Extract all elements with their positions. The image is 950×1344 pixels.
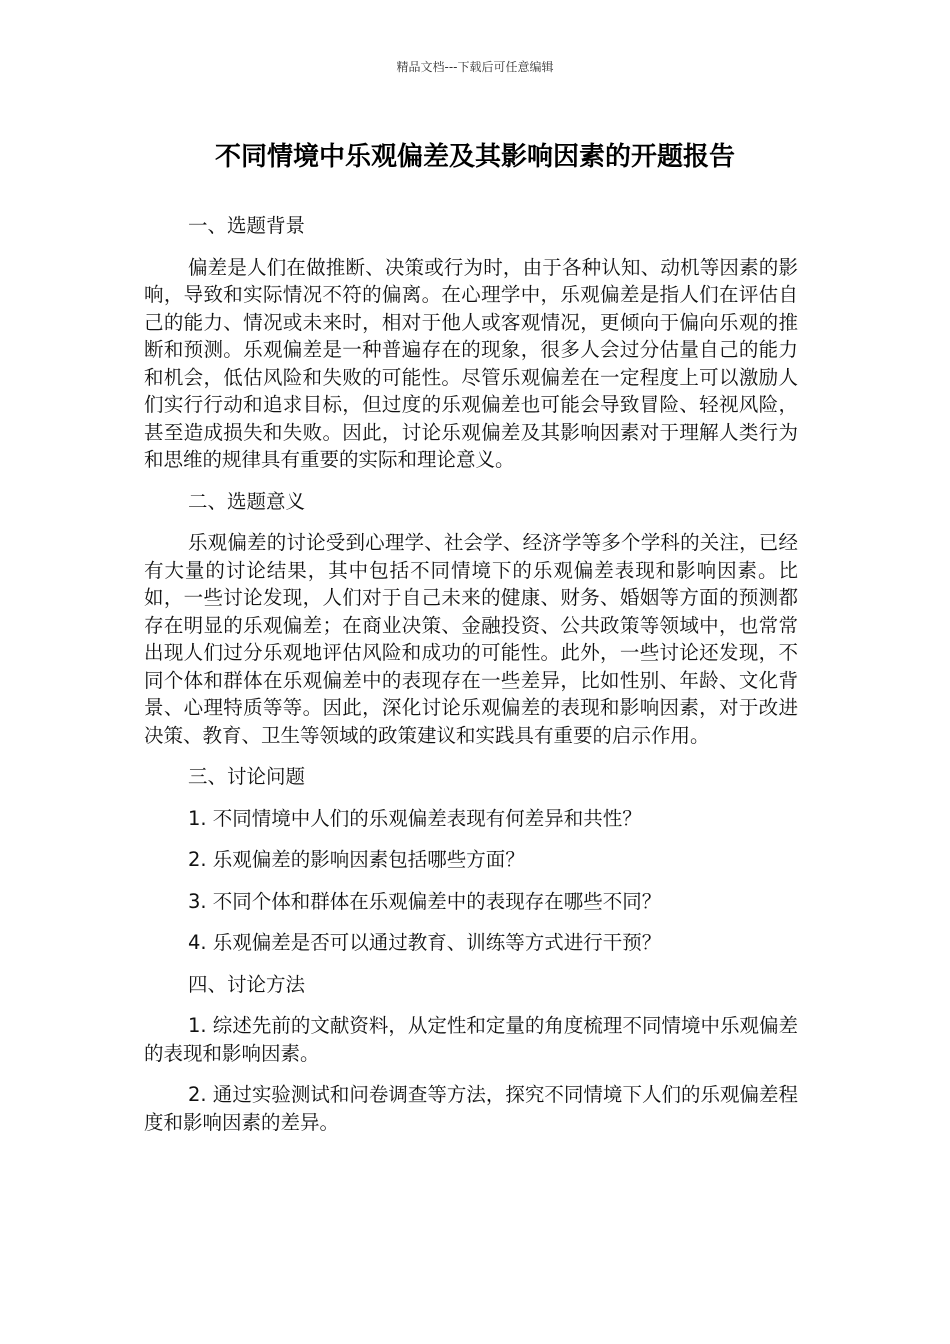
header-note: 精品文档---下载后可任意编辑 [396, 60, 554, 74]
question-item-3: 3. 不同个体和群体在乐观偏差中的表现存在哪些不同？ [188, 889, 662, 913]
document-title: 不同情境中乐观偏差及其影响因素的开题报告 [214, 142, 735, 172]
document-body [144, 212, 798, 1150]
section-heading-questions: 三、讨论问题 [188, 765, 306, 788]
method-item-1: 1. 综述先前的文献资料，从定性和定量的角度梳理不同情境中乐观偏差的表现和影响因素。 [144, 1014, 798, 1065]
section-heading-methods: 四、讨论方法 [188, 972, 306, 996]
question-item-1: 1. 不同情境中人们的乐观偏差表现有何差异和共性？ [188, 806, 642, 830]
paragraph-background: 偏差是人们在做推断、决策或行为时，由于各种认知、动机等因素的影响，导致和实际情况不符的偏离。在心理学中，乐观偏差是指人们在评估自己的能力、情况或未来时，相对于他人或客观情况，更倾向于偏向乐观的推断和预测。乐观偏差是一种普遍存在的现象，很多人会过分估量自己的能力和机会，低估风险和失败的可能性。尽管乐观偏差在一定程度上可以激励人们实行行动和追求目标，但过度的乐观偏差也可能会导致冒险、轻视风险，甚至造成损失和失败。因此，讨论乐观偏差及其影响因素对于理解人类行为和思维的规律具有重要的实际和理论意义。 [144, 255, 798, 471]
paragraph-significance: 乐观偏差的讨论受到心理学、社会学、经济学等多个学科的关注，已经有大量的讨论结果，其中包括不同情境下的乐观偏差表现和影响因素。比如，一些讨论发现，人们对于自己未来的健康、财务、婚姻等方面的预测都存在明显的乐观偏差；在商业决策、金融投资、公共政策等领域中，也常常出现人们过分乐观地评估风险和成功的可能性。此外，一些讨论还发现，不同个体和群体在乐观偏差中的表现存在一些差异，比如性别、年龄、文化背景、心理特质等等。因此，深化讨论乐观偏差的表现和影响因素，对于改进决策、教育、卫生等领域的政策建议和实践具有重要的启示作用。 [144, 531, 798, 747]
method-item-2: 2. 通过实验测试和问卷调查等方法，探究不同情境下人们的乐观偏差程度和影响因素的差异。 [144, 1083, 798, 1134]
question-item-4: 4. 乐观偏差是否可以通过教育、训练等方式进行干预？ [188, 931, 662, 954]
section-heading-background: 一、选题背景 [188, 214, 306, 237]
question-item-2: 2. 乐观偏差的影响因素包括哪些方面？ [188, 848, 525, 871]
section-heading-significance: 二、选题意义 [188, 489, 306, 513]
